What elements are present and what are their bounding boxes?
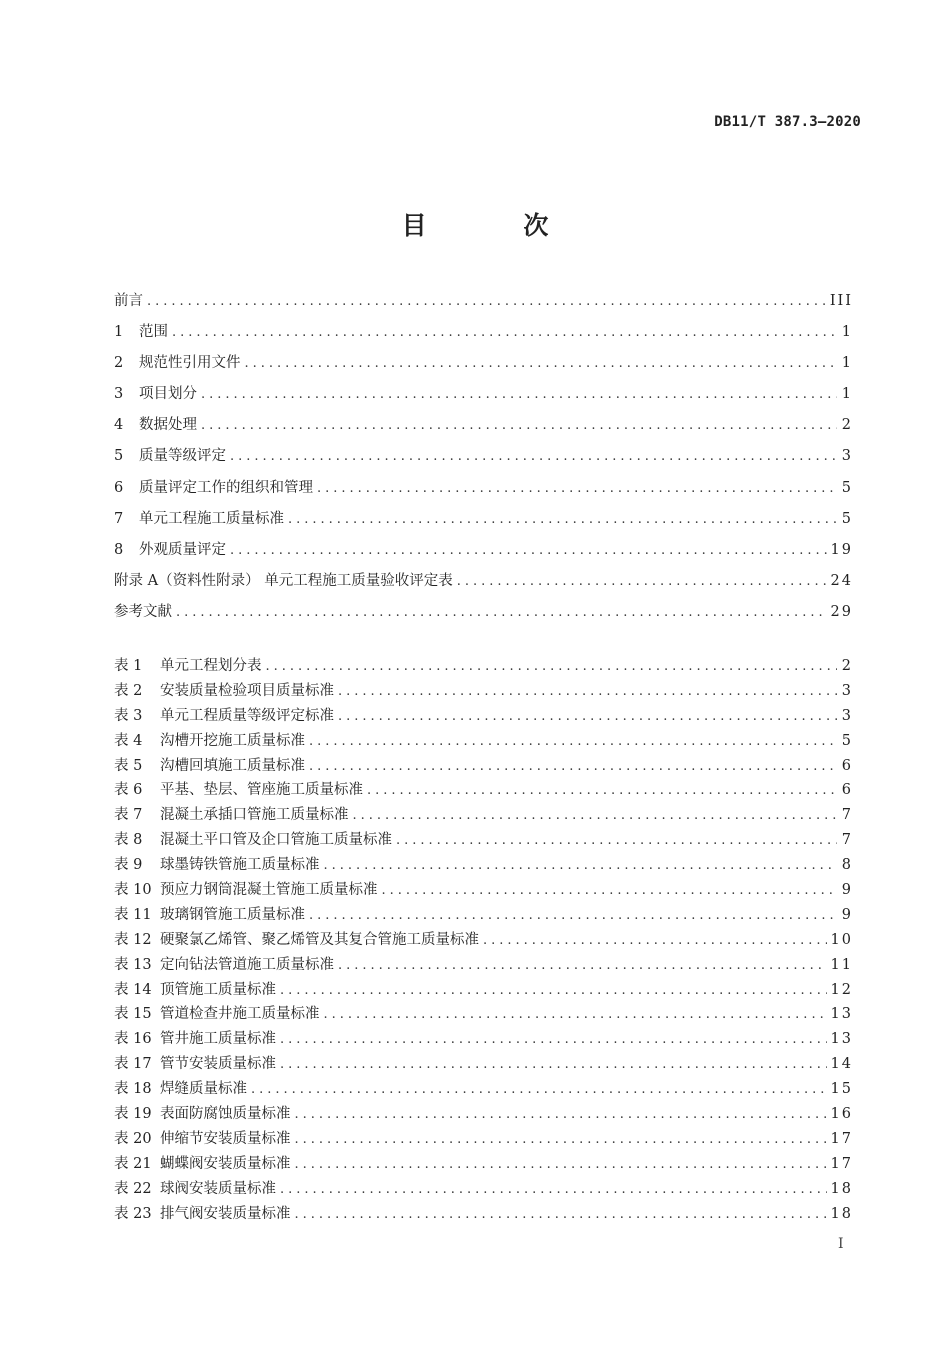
toc-section-entry[interactable] (114, 597, 851, 628)
toc-dot-leader (280, 1178, 827, 1203)
toc-entry-label: 附录 A（资料性附录） 单元工程施工质量验收评定表 (114, 572, 453, 589)
toc-entry-page: 7 (841, 832, 853, 849)
toc-dot-leader (353, 804, 838, 829)
toc-dot-leader (324, 1003, 827, 1028)
toc-entry-number: 表 3 (114, 707, 143, 724)
toc-table-entry[interactable] (114, 729, 851, 754)
toc-section-entry[interactable] (114, 379, 851, 410)
toc-entry-number: 8 (114, 541, 124, 558)
toc-entry-label: 硬聚氯乙烯管、聚乙烯管及其复合管施工质量标准 (160, 931, 479, 948)
toc-entry-number: 表 20 (114, 1130, 152, 1147)
toc-entry-page: 17 (830, 1130, 853, 1147)
toc-table-entry[interactable] (114, 878, 851, 903)
toc-entry-number: 表 5 (114, 757, 143, 774)
toc-dot-leader (295, 1103, 827, 1128)
toc-entry-label: 项目划分 (139, 386, 197, 403)
toc-entry-label: 管节安装质量标准 (160, 1056, 276, 1073)
toc-entry-number: 7 (114, 510, 124, 527)
toc-entry-page: 29 (830, 603, 853, 620)
toc-dot-leader (266, 655, 838, 680)
toc-entry-page: 15 (830, 1081, 853, 1098)
toc-sections-list (114, 286, 851, 628)
toc-table-entry[interactable] (114, 754, 851, 779)
toc-entry-page: 13 (830, 1006, 853, 1023)
toc-table-entry[interactable] (114, 654, 851, 679)
toc-section-entry[interactable] (114, 566, 851, 597)
toc-entry-page: 9 (841, 906, 853, 923)
toc-table-entry[interactable] (114, 803, 851, 828)
toc-dot-leader (176, 597, 827, 628)
toc-entry-label: 单元工程施工质量标准 (139, 510, 284, 527)
toc-dot-leader (483, 929, 827, 954)
toc-dot-leader (309, 904, 837, 929)
toc-entry-page: 12 (830, 981, 853, 998)
toc-dot-leader (280, 979, 827, 1004)
toc-entry-page: 9 (841, 882, 853, 899)
toc-entry-number: 3 (114, 386, 124, 403)
toc-entry-page: 5 (841, 510, 853, 527)
toc-dot-leader (295, 1128, 827, 1153)
toc-entry-label: 质量等级评定 (139, 448, 226, 465)
toc-entry-page: 10 (830, 931, 853, 948)
toc-entry-page: 8 (841, 857, 853, 874)
toc-table-entry[interactable] (114, 928, 851, 953)
toc-entry-page: 1 (841, 355, 853, 372)
toc-section-entry[interactable] (114, 441, 851, 472)
toc-entry-label: 规范性引用文件 (139, 355, 241, 372)
toc-entry-number: 表 18 (114, 1081, 152, 1098)
toc-table-entry[interactable] (114, 679, 851, 704)
toc-dot-leader (295, 1153, 827, 1178)
toc-entry-page: 7 (841, 807, 853, 824)
toc-dot-leader (309, 755, 837, 780)
toc-dot-leader (317, 473, 837, 504)
toc-section-entry[interactable] (114, 535, 851, 566)
toc-dot-leader (338, 705, 837, 730)
toc-entry-page: 18 (830, 1180, 853, 1197)
toc-entry-label: 沟槽回填施工质量标准 (160, 757, 305, 774)
toc-entry-label: 混凝土平口管及企口管施工质量标准 (160, 832, 392, 849)
toc-entry-number: 表 12 (114, 931, 152, 948)
page-number: I (838, 1236, 844, 1252)
toc-entry-label: 表面防腐蚀质量标准 (160, 1106, 291, 1123)
toc-section-entry[interactable] (114, 286, 851, 317)
toc-entry-label: 单元工程质量等级评定标准 (160, 707, 334, 724)
toc-dot-leader (324, 854, 838, 879)
toc-entry-label: 质量评定工作的组织和管理 (139, 479, 313, 496)
toc-dot-leader (288, 504, 837, 535)
toc-dot-leader (201, 410, 837, 441)
toc-entry-number: 6 (114, 479, 124, 496)
toc-dot-leader (280, 1028, 827, 1053)
toc-table-entry[interactable] (114, 828, 851, 853)
toc-entry-label: 伸缩节安装质量标准 (160, 1130, 291, 1147)
toc-table-entry[interactable] (114, 1202, 851, 1227)
toc-entry-label: 焊缝质量标准 (160, 1081, 247, 1098)
toc-entry-page: 3 (841, 707, 853, 724)
toc-table-entry[interactable] (114, 778, 851, 803)
toc-dot-leader (396, 829, 837, 854)
toc-dot-leader (367, 779, 837, 804)
toc-dot-leader (147, 286, 826, 317)
toc-table-entry[interactable] (114, 953, 851, 978)
toc-entry-number: 表 9 (114, 857, 143, 874)
toc-entry-label: 排气阀安装质量标准 (160, 1205, 291, 1222)
toc-entry-label: 平基、垫层、管座施工质量标准 (160, 782, 363, 799)
toc-entry-number: 表 1 (114, 658, 143, 674)
toc-entry-label: 数据处理 (139, 417, 197, 434)
toc-entry-label: 前言 (114, 293, 143, 309)
toc-section-entry[interactable] (114, 317, 851, 348)
toc-section-entry[interactable] (114, 473, 851, 504)
toc-dot-leader (295, 1203, 827, 1228)
document-code: DB11/T 387.3—2020 (714, 114, 861, 130)
toc-dot-leader (251, 1078, 827, 1103)
toc-entry-number: 5 (114, 448, 124, 465)
toc-dot-leader (245, 348, 838, 379)
toc-entry-page: 3 (841, 682, 853, 699)
toc-entry-label: 定向钻法管道施工质量标准 (160, 956, 334, 973)
toc-dot-leader (309, 730, 837, 755)
toc-table-entry[interactable] (114, 1002, 851, 1027)
toc-table-entry[interactable] (114, 704, 851, 729)
toc-table-entry[interactable] (114, 1102, 851, 1127)
toc-dot-leader (230, 535, 827, 566)
toc-dot-leader (201, 379, 837, 410)
toc-entry-label: 范围 (139, 324, 168, 341)
toc-entry-label: 管道检查井施工质量标准 (160, 1006, 320, 1023)
toc-entry-number: 表 23 (114, 1205, 152, 1222)
toc-section-entry[interactable] (114, 410, 851, 441)
toc-entry-page: 3 (841, 448, 853, 465)
toc-entry-number: 表 13 (114, 956, 152, 973)
toc-entry-number: 表 15 (114, 1006, 152, 1023)
toc-entry-label: 沟槽开挖施工质量标准 (160, 732, 305, 749)
toc-entry-page: III (829, 293, 853, 309)
toc-entry-number: 表 17 (114, 1056, 152, 1073)
toc-entry-number: 表 22 (114, 1180, 152, 1197)
toc-entry-number: 表 11 (114, 906, 152, 923)
toc-entry-number: 表 14 (114, 981, 152, 998)
toc-tables-list (114, 654, 851, 1226)
toc-entry-page: 6 (841, 757, 853, 774)
toc-entry-page: 5 (841, 732, 853, 749)
toc-entry-page: 13 (830, 1031, 853, 1048)
toc-entry-label: 外观质量评定 (139, 541, 226, 558)
toc-table-entry[interactable] (114, 1177, 851, 1202)
toc-dot-leader (457, 566, 827, 597)
toc-entry-page: 17 (830, 1155, 853, 1172)
toc-dot-leader (338, 680, 837, 705)
toc-entry-page: 1 (841, 324, 853, 341)
toc-entry-page: 2 (841, 417, 853, 434)
toc-entry-label: 预应力钢筒混凝土管施工质量标准 (160, 882, 378, 899)
toc-dot-leader (382, 879, 838, 904)
toc-entry-number: 表 6 (114, 782, 143, 799)
toc-entry-label: 安装质量检验项目质量标准 (160, 682, 334, 699)
toc-entry-number: 表 4 (114, 732, 143, 749)
toc-entry-page: 11 (830, 956, 853, 973)
toc-entry-label: 混凝土承插口管施工质量标准 (160, 807, 349, 824)
toc-entry-page: 1 (841, 386, 853, 403)
toc-entry-label: 蝴蝶阀安装质量标准 (160, 1155, 291, 1172)
toc-table-entry[interactable] (114, 903, 851, 928)
toc-entry-number: 4 (114, 417, 124, 434)
toc-entry-number: 表 21 (114, 1155, 152, 1172)
toc-entry-number: 表 8 (114, 832, 143, 849)
toc-table-entry[interactable] (114, 978, 851, 1003)
toc-entry-page: 24 (830, 572, 853, 589)
toc-entry-number: 2 (114, 355, 124, 372)
toc-entry-page: 6 (841, 782, 853, 799)
toc-entry-number: 1 (114, 324, 124, 341)
toc-entry-page: 16 (830, 1106, 853, 1123)
toc-entry-page: 19 (830, 541, 853, 558)
toc-entry-page: 2 (841, 658, 853, 674)
toc-entry-number: 表 7 (114, 807, 143, 824)
toc-dot-leader (230, 441, 837, 472)
toc-dot-leader (172, 317, 837, 348)
toc-entry-number: 表 16 (114, 1031, 152, 1048)
toc-entry-page: 14 (830, 1056, 853, 1073)
toc-entry-page: 18 (830, 1205, 853, 1222)
toc-dot-leader (338, 954, 827, 979)
toc-entry-label: 玻璃钢管施工质量标准 (160, 906, 305, 923)
toc-entry-label: 顶管施工质量标准 (160, 981, 276, 998)
toc-section-entry[interactable] (114, 504, 851, 535)
toc-entry-number: 表 19 (114, 1106, 152, 1123)
toc-entry-label: 参考文献 (114, 603, 172, 620)
toc-table-entry[interactable] (114, 1077, 851, 1102)
toc-table-entry[interactable] (114, 1127, 851, 1152)
toc-dot-leader (280, 1053, 827, 1078)
toc-table-entry[interactable] (114, 1027, 851, 1052)
toc-section-entry[interactable] (114, 348, 851, 379)
toc-entry-label: 球墨铸铁管施工质量标准 (160, 857, 320, 874)
toc-table-entry[interactable] (114, 853, 851, 878)
toc-table-entry[interactable] (114, 1152, 851, 1177)
toc-entry-number: 表 10 (114, 882, 152, 899)
toc-entry-page: 5 (841, 479, 853, 496)
toc-entry-number: 表 2 (114, 682, 143, 699)
toc-entry-label: 管井施工质量标准 (160, 1031, 276, 1048)
toc-table-entry[interactable] (114, 1052, 851, 1077)
toc-entry-label: 单元工程划分表 (160, 658, 262, 674)
toc-title: 目 次 (401, 211, 593, 240)
toc-entry-label: 球阀安装质量标准 (160, 1180, 276, 1197)
